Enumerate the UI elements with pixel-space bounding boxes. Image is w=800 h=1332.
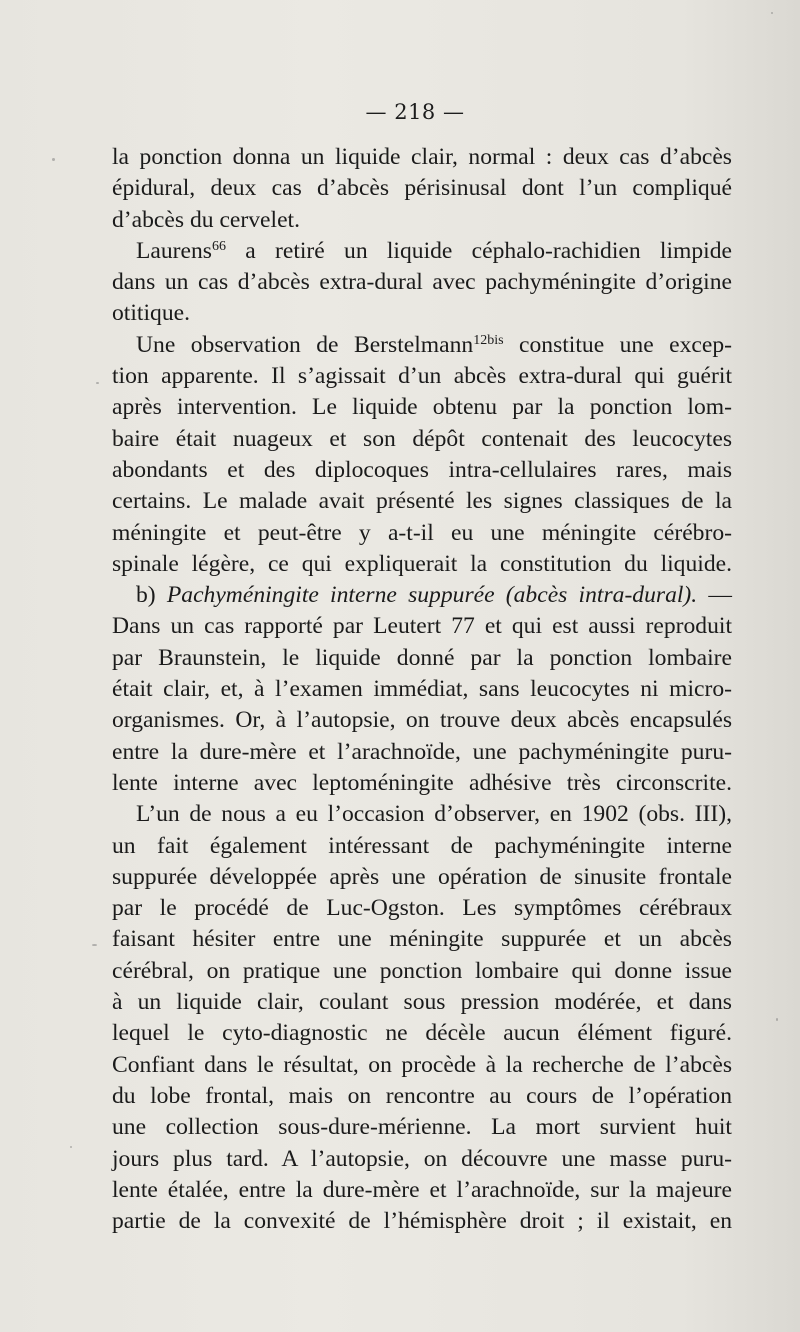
text-line: Confiant dans le résultat, on procède à la recherche de l’abcès xyxy=(112,1051,732,1078)
text-line: lente étalée, entre la dure-mère et l’arachnoïde, sur la majeure xyxy=(112,1176,732,1203)
text-line: épidural, deux cas d’abcès périsinusal dont l’un compliqué xyxy=(112,175,732,202)
text-line: la ponction donna un liquide clair, normal : deux cas d’abcès xyxy=(112,144,732,170)
text-line: dans un cas d’abcès extra-dural avec pachyméningite d’origine xyxy=(112,269,732,296)
text-line: organismes. Or, à l’autopsie, on trouve deux abcès encapsulés xyxy=(112,707,732,734)
text-line: par Braunstein, le liquide donné par la ponction lombaire xyxy=(112,644,732,671)
text-line: lente interne avec leptoméningite adhésive très circonscrite. xyxy=(112,769,732,796)
reference-number: 12bis xyxy=(473,332,504,348)
text-run: a retiré un liquide céphalo-rachidien limpide xyxy=(226,237,732,264)
text-run: constitue une excep- xyxy=(503,331,732,358)
text-line: un fait également intéressant de pachyméningite interne xyxy=(112,832,732,859)
paper-speck xyxy=(96,382,99,384)
text-line: otitique. xyxy=(112,300,190,327)
text-line: partie de la convexité de l’hémisphère droit ; il existait, en xyxy=(112,1208,732,1235)
text-line: méningite et peut-être y a-t-il eu une méningite cérébro- xyxy=(112,519,732,546)
text-line: L’un de nous a eu l’occasion d’observer, en 1902 (obs. III), xyxy=(136,801,732,828)
text-line: à un liquide clair, coulant sous pression modérée, et dans xyxy=(112,989,732,1016)
text-line: du lobe frontal, mais on rencontre au cours de l’opération xyxy=(112,1082,732,1109)
text-line xyxy=(112,580,732,611)
page-number: — 218 — xyxy=(365,100,465,124)
text-line: faisant hésiter entre une méningite suppurée et un abcès xyxy=(112,926,732,953)
text-line: suppurée développée après une opération de sinusite frontale xyxy=(112,863,732,890)
text-line xyxy=(112,330,732,361)
paper-speck xyxy=(92,944,97,946)
reference-number: 66 xyxy=(212,238,226,254)
text-line: certains. Le malade avait présenté les signes classiques de la xyxy=(112,488,732,515)
text-line: jours plus tard. A l’autopsie, on découvre une masse puru- xyxy=(112,1145,732,1172)
paper-speck xyxy=(70,1146,72,1148)
text-line: baire était nuageux et son dépôt contenait des leucocytes xyxy=(112,425,732,452)
text-line: abondants et des diplocoques intra-cellulaires rares, mais xyxy=(112,456,732,483)
text-line: était clair, et, à l’examen immédiat, sans leucocytes ni micro- xyxy=(112,676,732,703)
paper-speck xyxy=(771,12,773,14)
section-heading-italic: Pachyméningite interne suppurée (abcès intra-dural). xyxy=(166,582,698,609)
text-line: d’abcès du cervelet. xyxy=(112,206,300,233)
text-line: après intervention. Le liquide obtenu par la ponction lom- xyxy=(112,394,732,421)
text-run: Une observation de Berstelmann xyxy=(136,331,474,358)
text-line: Dans un cas rapporté par Leutert 77 et qui est aussi reproduit xyxy=(112,613,732,640)
text-run: — xyxy=(697,582,732,609)
text-line: tion apparente. Il s’agissait d’un abcès extra-dural qui guérit xyxy=(112,363,732,390)
text-line: entre la dure-mère et l’arachnoïde, une pachyméningite puru- xyxy=(112,738,732,765)
text-run: Laurens xyxy=(136,237,212,264)
paper-speck xyxy=(52,158,55,161)
text-line: une collection sous-dure-mérienne. La mort survient huit xyxy=(112,1114,732,1141)
text-line: cérébral, on pratique une ponction lombaire qui donne issue xyxy=(112,957,732,984)
text-line: spinale légère, ce qui expliquerait la constitution du liquide. xyxy=(112,550,732,577)
text-line xyxy=(112,236,732,267)
text-line: lequel le cyto-diagnostic ne décèle aucun élément figuré. xyxy=(112,1020,732,1047)
text-run: b) xyxy=(136,582,167,609)
paper-speck xyxy=(776,1018,778,1021)
body-text xyxy=(112,142,732,1237)
text-line: par le procédé de Luc-Ogston. Les symptômes cérébraux xyxy=(112,895,732,922)
